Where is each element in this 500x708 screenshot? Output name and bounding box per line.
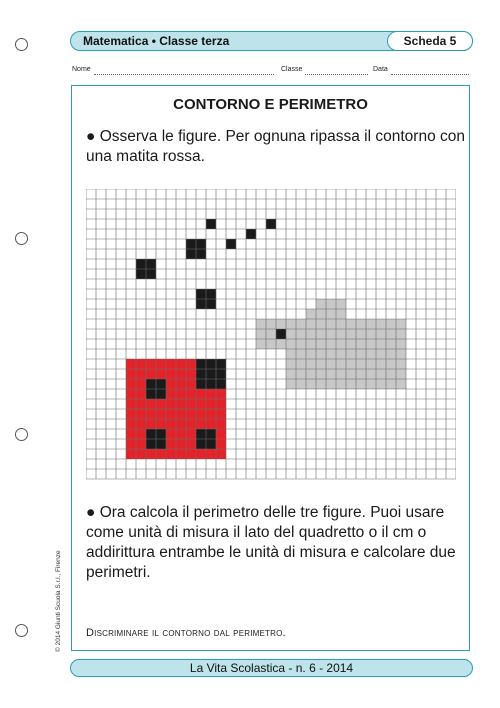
grid-svg [86, 189, 456, 487]
white-figure [206, 219, 276, 249]
instruction-2 [86, 503, 466, 583]
instruction-1 [86, 127, 466, 167]
white-figure-black-square [246, 229, 256, 239]
date-field[interactable] [391, 74, 469, 75]
binder-hole-2 [15, 232, 28, 245]
grey-figure-eye [276, 329, 286, 339]
worksheet-title: CONTORNO E PERIMETRO [173, 96, 368, 113]
name-field[interactable] [94, 74, 274, 75]
sheet-number: Scheda 5 [387, 31, 473, 51]
square-grid [86, 189, 456, 492]
header-bar [70, 31, 473, 51]
instruction-1-text: Osserva le figure. Per ognuna ripassa il contorno con una matita rossa. [86, 128, 465, 165]
bullet-icon: ● [86, 128, 96, 145]
binder-hole-4 [15, 624, 28, 637]
bullet-icon: ● [86, 504, 96, 521]
white-figure-black-square [226, 239, 236, 249]
name-label: Nome [72, 66, 91, 73]
binder-hole-1 [15, 38, 28, 51]
date-label: Data [373, 66, 388, 73]
binder-hole-3 [15, 428, 28, 441]
learning-objective: Discriminare il contorno dal perimetro. [86, 627, 286, 639]
instruction-2-text: Ora calcola il perimetro delle tre figure. Puoi usare come unità di misura il lato del quadretto o il cm o addirittura entrambe le unità di misura e calcolare due perimetri. [86, 504, 456, 581]
copyright-notice: © 2014 Giunti Scuola S.r.l., Firenze [55, 550, 62, 652]
white-figure-black-square [206, 219, 216, 229]
footer-bar: La Vita Scolastica - n. 6 - 2014 [70, 659, 473, 677]
class-label: Classe [281, 66, 303, 73]
class-field[interactable] [305, 74, 368, 75]
white-figure-black-square [266, 219, 276, 229]
red-figure-black-square [196, 359, 226, 389]
subject-title: Matematica • Classe terza [83, 34, 230, 48]
